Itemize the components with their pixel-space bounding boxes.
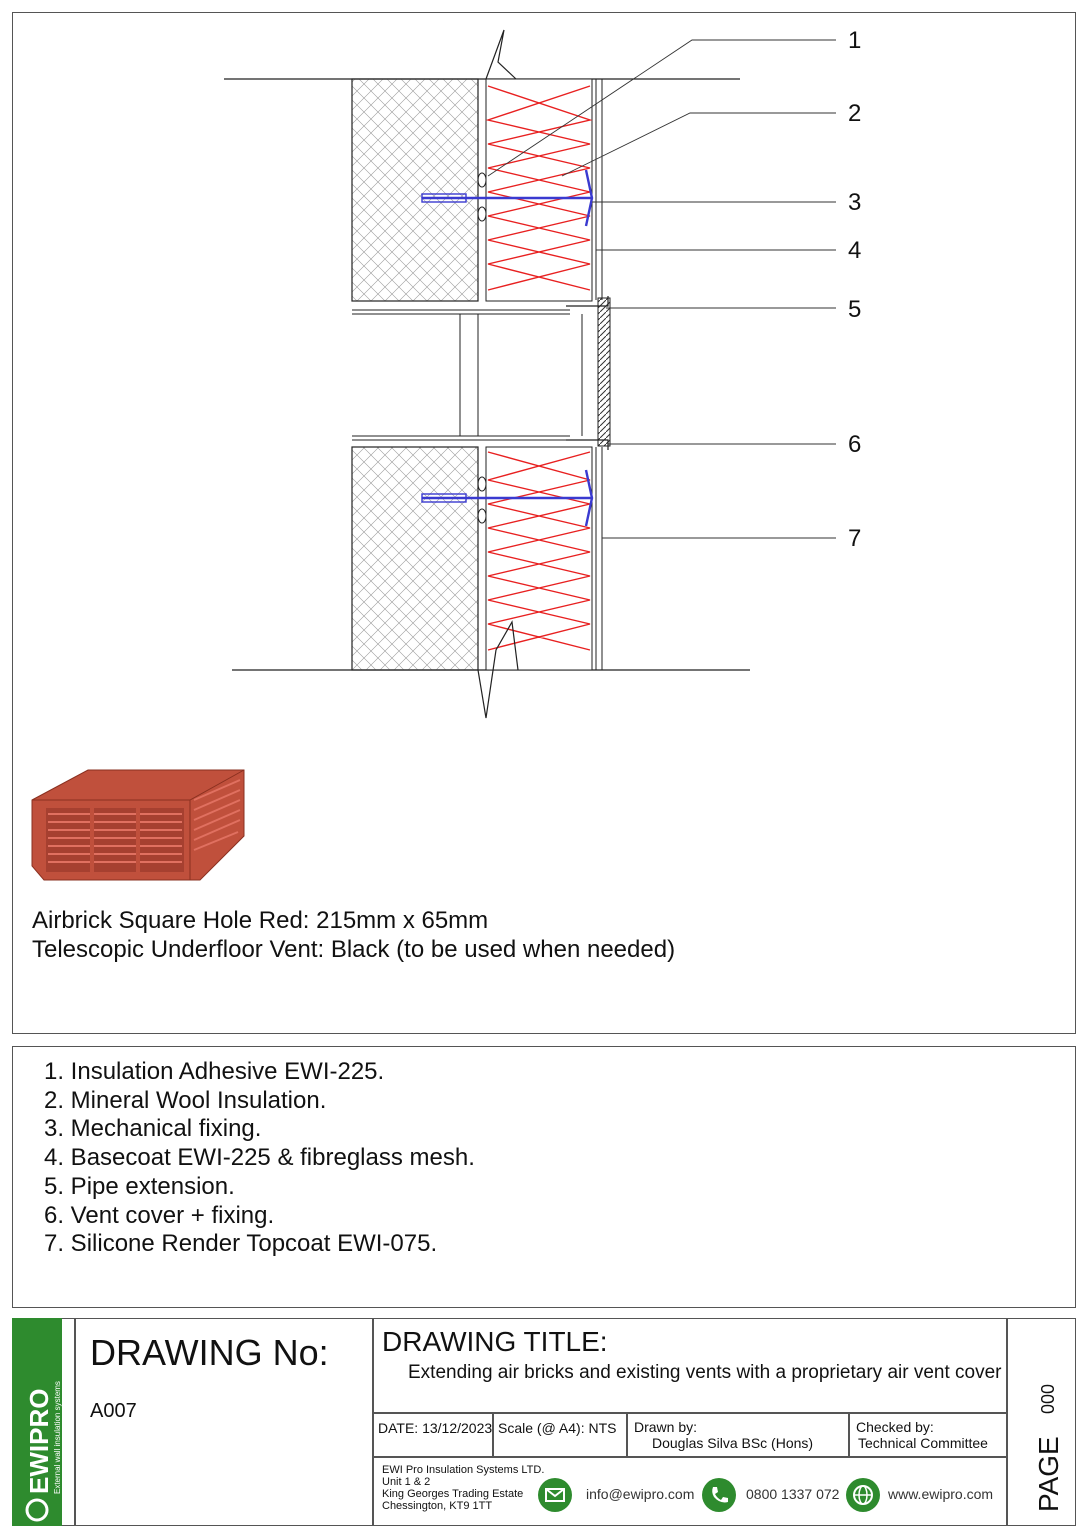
product-caption bbox=[32, 906, 675, 964]
page-label: PAGE bbox=[1033, 1436, 1064, 1512]
page-cell bbox=[1006, 1318, 1076, 1526]
tb-divider bbox=[74, 1318, 76, 1526]
adhesive-dab bbox=[478, 173, 486, 187]
brand-tagline: External wall insulation systems bbox=[53, 1381, 62, 1494]
callout-7: 7 bbox=[848, 525, 862, 552]
drawing-no: A007 bbox=[90, 1400, 137, 1422]
phone-number[interactable]: 0800 1337 072 bbox=[746, 1486, 840, 1502]
company-address bbox=[382, 1464, 544, 1512]
vent-cover bbox=[598, 298, 610, 446]
tb-divider bbox=[848, 1412, 850, 1456]
date: DATE: 13/12/2023 bbox=[378, 1420, 493, 1436]
break-line-top bbox=[486, 30, 516, 79]
address-line: Unit 1 & 2 bbox=[382, 1476, 431, 1488]
checked-by: Technical Committee bbox=[858, 1435, 988, 1451]
note-item: 2. Mineral Wool Insulation. bbox=[44, 1086, 327, 1114]
drawn-by: Douglas Silva BSc (Hons) bbox=[652, 1435, 814, 1451]
callout-3: 3 bbox=[848, 189, 862, 216]
tb-divider bbox=[372, 1456, 1006, 1458]
address-line: King Georges Trading Estate bbox=[382, 1488, 524, 1500]
drawn-by-label: Drawn by: bbox=[634, 1419, 698, 1435]
brand-logo bbox=[12, 1318, 62, 1526]
callout-5: 5 bbox=[848, 296, 862, 323]
product-line-vent: Telescopic Underfloor Vent: Black (to be used when needed) bbox=[32, 936, 676, 963]
adhesive-dab bbox=[478, 509, 486, 523]
drawing-title: Extending air bricks and existing vents with a proprietary air vent cover bbox=[408, 1362, 1002, 1383]
note-item: 3. Mechanical fixing. bbox=[44, 1115, 262, 1143]
notes-list bbox=[44, 1058, 475, 1259]
masonry-wall-lower bbox=[352, 447, 478, 670]
drawing-no-label: DRAWING No: bbox=[90, 1332, 329, 1373]
tb-divider bbox=[626, 1412, 628, 1456]
adhesive-dab bbox=[478, 207, 486, 221]
callout-6: 6 bbox=[848, 431, 862, 458]
brand-name: EWIPRO bbox=[24, 1388, 54, 1494]
email-link[interactable]: info@ewipro.com bbox=[586, 1486, 695, 1502]
callout-4: 4 bbox=[848, 237, 862, 264]
globe-icon bbox=[846, 1478, 880, 1512]
product-line-airbrick: Airbrick Square Hole Red: 215mm x 65mm bbox=[32, 907, 489, 934]
checked-by-label: Checked by: bbox=[856, 1419, 934, 1435]
callout-2: 2 bbox=[848, 100, 862, 127]
note-item: 6. Vent cover + fixing. bbox=[44, 1201, 275, 1229]
masonry-wall-upper bbox=[352, 79, 478, 301]
tb-divider bbox=[492, 1412, 494, 1456]
leader-line-2 bbox=[562, 113, 836, 176]
callout-1: 1 bbox=[848, 27, 862, 54]
address-line: Chessington, KT9 1TT bbox=[382, 1500, 493, 1512]
brand-mark-icon bbox=[27, 1500, 47, 1520]
phone-icon bbox=[702, 1478, 736, 1512]
company-name: EWI Pro Insulation Systems LTD. bbox=[382, 1464, 545, 1476]
scale: Scale (@ A4): NTS bbox=[498, 1420, 617, 1436]
drawing-title-label: DRAWING TITLE: bbox=[382, 1326, 608, 1357]
note-item: 4. Basecoat EWI-225 & fibreglass mesh. bbox=[44, 1144, 475, 1172]
tb-divider bbox=[372, 1318, 374, 1526]
adhesive-dab bbox=[478, 477, 486, 491]
email-icon bbox=[538, 1478, 572, 1512]
note-item: 7. Silicone Render Topcoat EWI-075. bbox=[44, 1230, 438, 1258]
airbrick-product-image bbox=[32, 770, 244, 880]
tb-divider bbox=[372, 1412, 1006, 1414]
note-item: 1. Insulation Adhesive EWI-225. bbox=[44, 1058, 385, 1085]
note-item: 5. Pipe extension. bbox=[44, 1172, 235, 1200]
website-link[interactable]: www.ewipro.com bbox=[888, 1486, 994, 1502]
page-number: 000 bbox=[1038, 1383, 1058, 1414]
